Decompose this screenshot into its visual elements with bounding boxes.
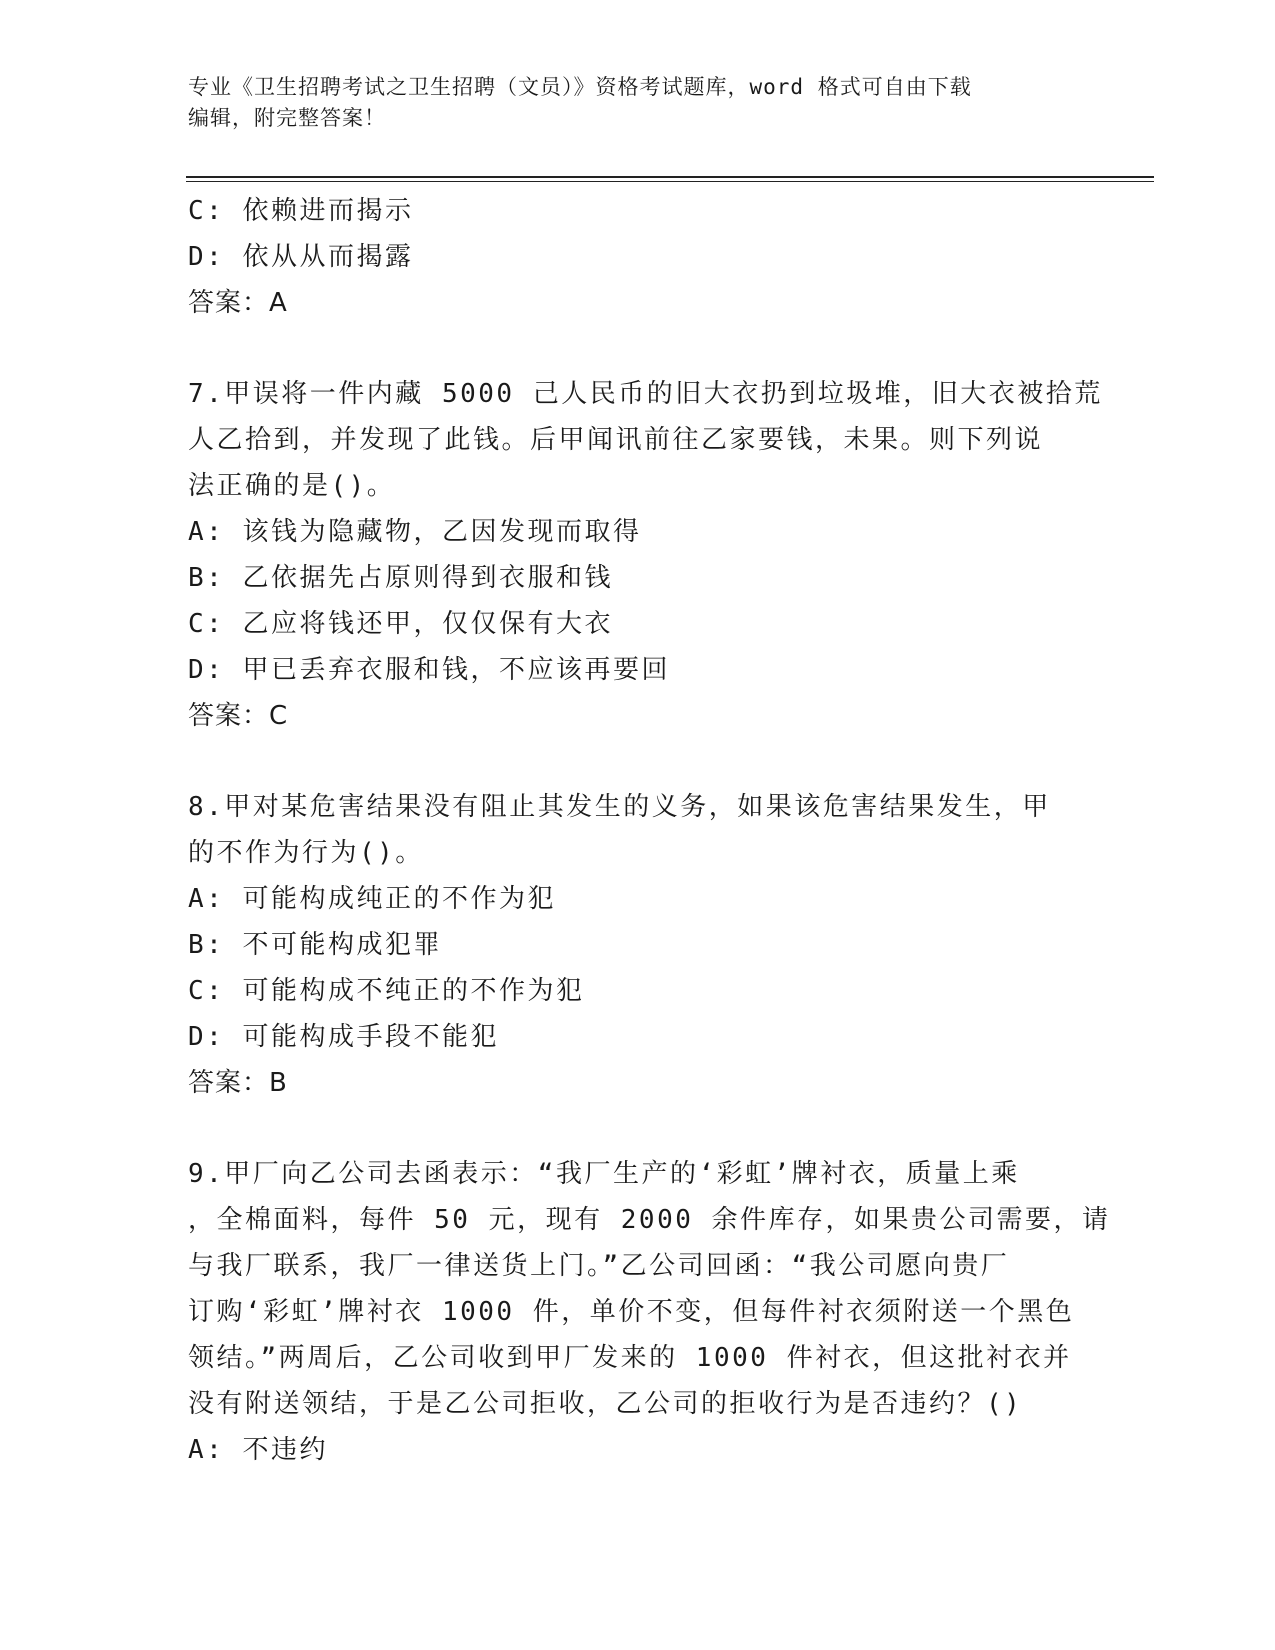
header-line-2: 编辑，附完整答案！ [188, 106, 386, 130]
question-stem-line: 人乙拾到，并发现了此钱。后甲闻讯前往乙家要钱，未果。则下列说 [188, 425, 1044, 455]
answer: 答案：B [188, 1068, 288, 1098]
option-a: A: 该钱为隐藏物，乙因发现而取得 [188, 517, 642, 547]
header-divider [186, 176, 1154, 178]
document-header [188, 72, 1088, 134]
question-6 [188, 188, 1088, 326]
question-stem-line: 9.甲厂向乙公司去函表示：“我厂生产的‘彩虹’牌衬衣，质量上乘 [188, 1159, 1020, 1189]
spacer [188, 739, 1088, 784]
question-stem-line: 法正确的是()。 [188, 471, 396, 501]
header-line-1: 专业《卫生招聘考试之卫生招聘（文员）》资格考试题库，word 格式可自由下载 [188, 75, 972, 99]
spacer [188, 1106, 1088, 1151]
header-divider-thin [186, 181, 1154, 182]
question-8 [188, 784, 1088, 1106]
question-7 [188, 371, 1103, 739]
question-stem-line: 的不作为行为()。 [188, 838, 424, 868]
question-stem-line: ，全棉面料，每件 50 元，现有 2000 余件库存，如果贵公司需要，请 [188, 1205, 1111, 1235]
option-b: B: 乙依据先占原则得到衣服和钱 [188, 563, 613, 593]
option-a: A: 不违约 [188, 1435, 328, 1465]
spacer [188, 326, 1088, 371]
option-a: A: 可能构成纯正的不作为犯 [188, 884, 556, 914]
question-stem-line: 领结。”两周后，乙公司收到甲厂发来的 1000 件衬衣，但这批衬衣并 [188, 1343, 1072, 1373]
option-c: C: 依赖进而揭示 [188, 196, 414, 226]
option-d: D: 依从从而揭露 [188, 242, 414, 272]
answer: 答案：A [188, 288, 288, 318]
option-c: C: 可能构成不纯正的不作为犯 [188, 976, 585, 1006]
question-stem-line: 8.甲对某危害结果没有阻止其发生的义务，如果该危害结果发生，甲 [188, 792, 1051, 822]
option-d: D: 可能构成手段不能犯 [188, 1022, 499, 1052]
question-content [188, 188, 1111, 1473]
question-stem-line: 与我厂联系，我厂一律送货上门。”乙公司回函：“我公司愿向贵厂 [188, 1251, 1010, 1281]
question-stem-line: 订购‘彩虹’牌衬衣 1000 件，单价不变，但每件衬衣须附送一个黑色 [188, 1297, 1075, 1327]
option-c: C: 乙应将钱还甲，仅仅保有大衣 [188, 609, 613, 639]
option-b: B: 不可能构成犯罪 [188, 930, 442, 960]
question-stem-line: 7.甲误将一件内藏 5000 己人民币的旧大衣扔到垃圾堆，旧大衣被拾荒 [188, 379, 1103, 409]
question-9 [188, 1151, 1111, 1473]
answer: 答案：C [188, 701, 289, 731]
option-d: D: 甲已丢弃衣服和钱，不应该再要回 [188, 655, 670, 685]
question-stem-line: 没有附送领结，于是乙公司拒收，乙公司的拒收行为是否违约？() [188, 1389, 1023, 1419]
